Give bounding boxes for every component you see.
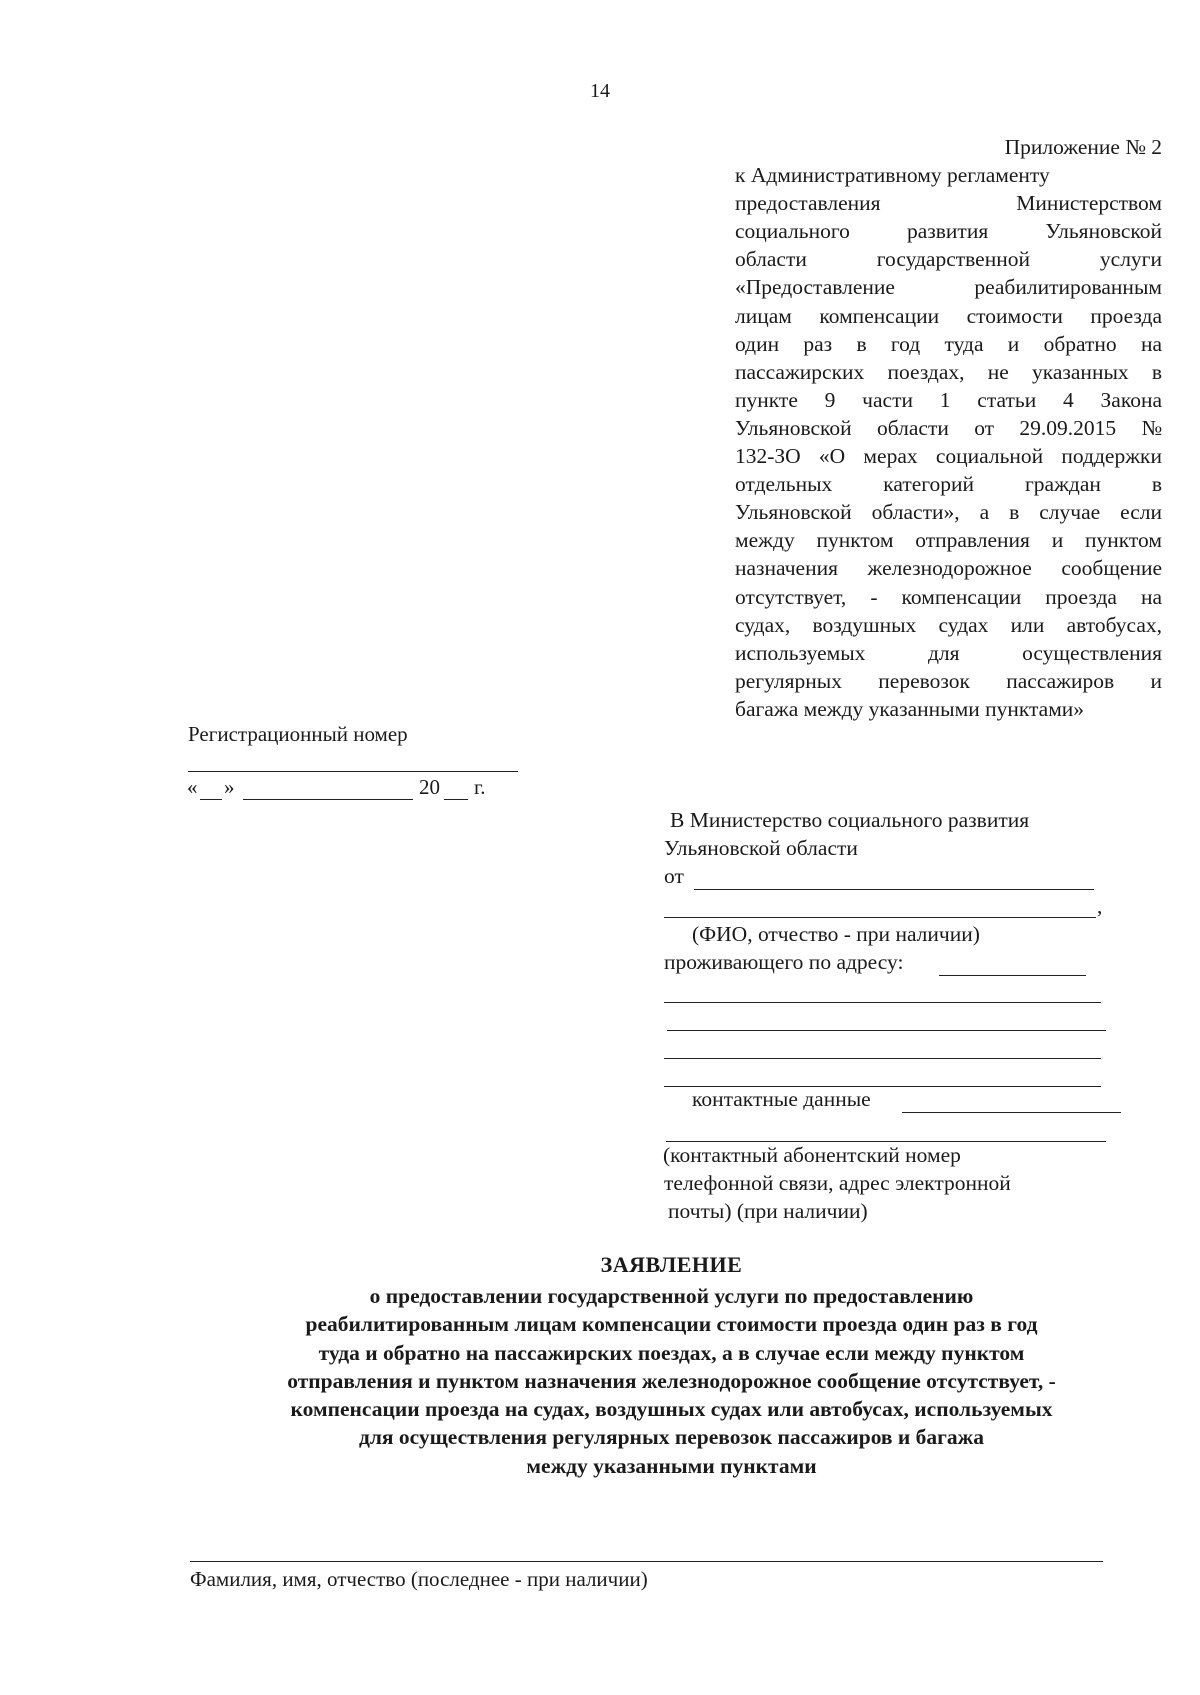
appendix-line: между пунктом отправления и пунктом [735,528,1162,553]
appendix-line: к Административному регламенту [735,163,1050,188]
date-year-prefix: 20 [419,775,440,799]
appendix-line: отдельных категорий граждан в [735,472,1162,497]
subtitle-line: о предоставлении государственной услуги по предоставлению [369,1284,974,1308]
appendix-line: Ульяновской области от 29.09.2015 № [735,415,1162,440]
appendix-line: «Предоставление реабилитированным [735,275,1162,300]
appendix-line: пассажирских поездах, не указанных в [735,359,1162,384]
address-label: проживающего по адресу: [664,950,904,974]
appendix-line: используемых для осуществления [735,640,1162,665]
appendix-line: области государственной услуги [735,247,1162,272]
applicant-fio-field[interactable] [190,1561,1103,1562]
contacts-hint-3: почты) (при наличии) [668,1199,868,1223]
date-open-quote: « [187,775,198,799]
address-field-1[interactable] [939,975,1086,976]
appendix-line: лицам компенсации стоимости проезда [735,303,1162,328]
statement-subtitle [200,1282,1143,1480]
registration-number-label: Регистрационный номер [188,722,408,746]
appendix-line: судах, воздушных судах или автобусах, [735,612,1162,637]
appendix-line: назначения железнодорожное сообщение [735,556,1162,581]
subtitle-line: реабилитированным лицам компенсации стоимости проезда один раз в год [305,1312,1038,1337]
from-field[interactable] [694,889,1094,890]
contacts-hint-1: (контактный абонентский номер [663,1143,961,1167]
appendix-line: отсутствует, - компенсации проезда на [735,584,1162,609]
appendix-line: багажа между указанными пунктами» [735,696,1085,721]
subtitle-line: компенсации проезда на судах, воздушных судах или автобусах, используемых [290,1397,1053,1422]
page-number: 14 [590,80,610,102]
appendix-block [735,133,1162,723]
address-field-2[interactable] [664,1002,1101,1003]
addressee-line-2: Ульяновской области [664,836,858,860]
fio-hint: (ФИО, отчество - при наличии) [692,922,980,946]
subtitle-line: отправления и пунктом назначения железнодорожное сообщение отсутствует, - [287,1368,1056,1393]
appendix-line: социального развития Ульяновской [735,219,1162,244]
contacts-field-2[interactable] [666,1141,1106,1142]
appendix-heading: Приложение № 2 [1004,135,1162,159]
appendix-line: 132-ЗО «О мерах социальной поддержки [735,444,1162,469]
statement-title: ЗАЯВЛЕНИЕ [600,1252,743,1277]
appendix-line: предоставления Министерством [735,191,1162,216]
date-day-field[interactable] [200,799,222,800]
applicant-fio-label: Фамилия, имя, отчество (последнее - при наличии) [190,1567,648,1591]
address-field-4[interactable] [664,1058,1101,1059]
appendix-line: регулярных перевозок пассажиров и [735,668,1162,693]
address-field-3[interactable] [667,1030,1106,1031]
subtitle-line: туда и обратно на пассажирских поездах, а в случае если между пунктом [318,1340,1025,1365]
from-field-2[interactable] [664,917,1096,918]
registration-number-field[interactable] [188,771,518,772]
date-close-quote: » [224,775,235,799]
date-month-field[interactable] [243,799,413,800]
appendix-line: один раз в год туда и обратно на [735,331,1162,356]
contacts-hint-2: телефонной связи, адрес электронной [664,1171,1011,1195]
appendix-line: пункте 9 части 1 статьи 4 Закона [735,387,1162,412]
from-label: от [664,864,684,888]
appendix-line: Ульяновской области», а в случае если [735,500,1162,525]
addressee-line-1: В Министерство социального развития [670,808,1030,832]
date-year-field[interactable] [444,799,468,800]
from-comma: , [1097,894,1103,918]
contacts-label: контактные данные [692,1087,871,1111]
date-year-suffix: г. [474,775,486,799]
contacts-field-1[interactable] [902,1112,1121,1113]
subtitle-line: для осуществления регулярных перевозок пассажиров и багажа [358,1425,985,1450]
subtitle-line: между указанными пунктами [526,1453,817,1478]
